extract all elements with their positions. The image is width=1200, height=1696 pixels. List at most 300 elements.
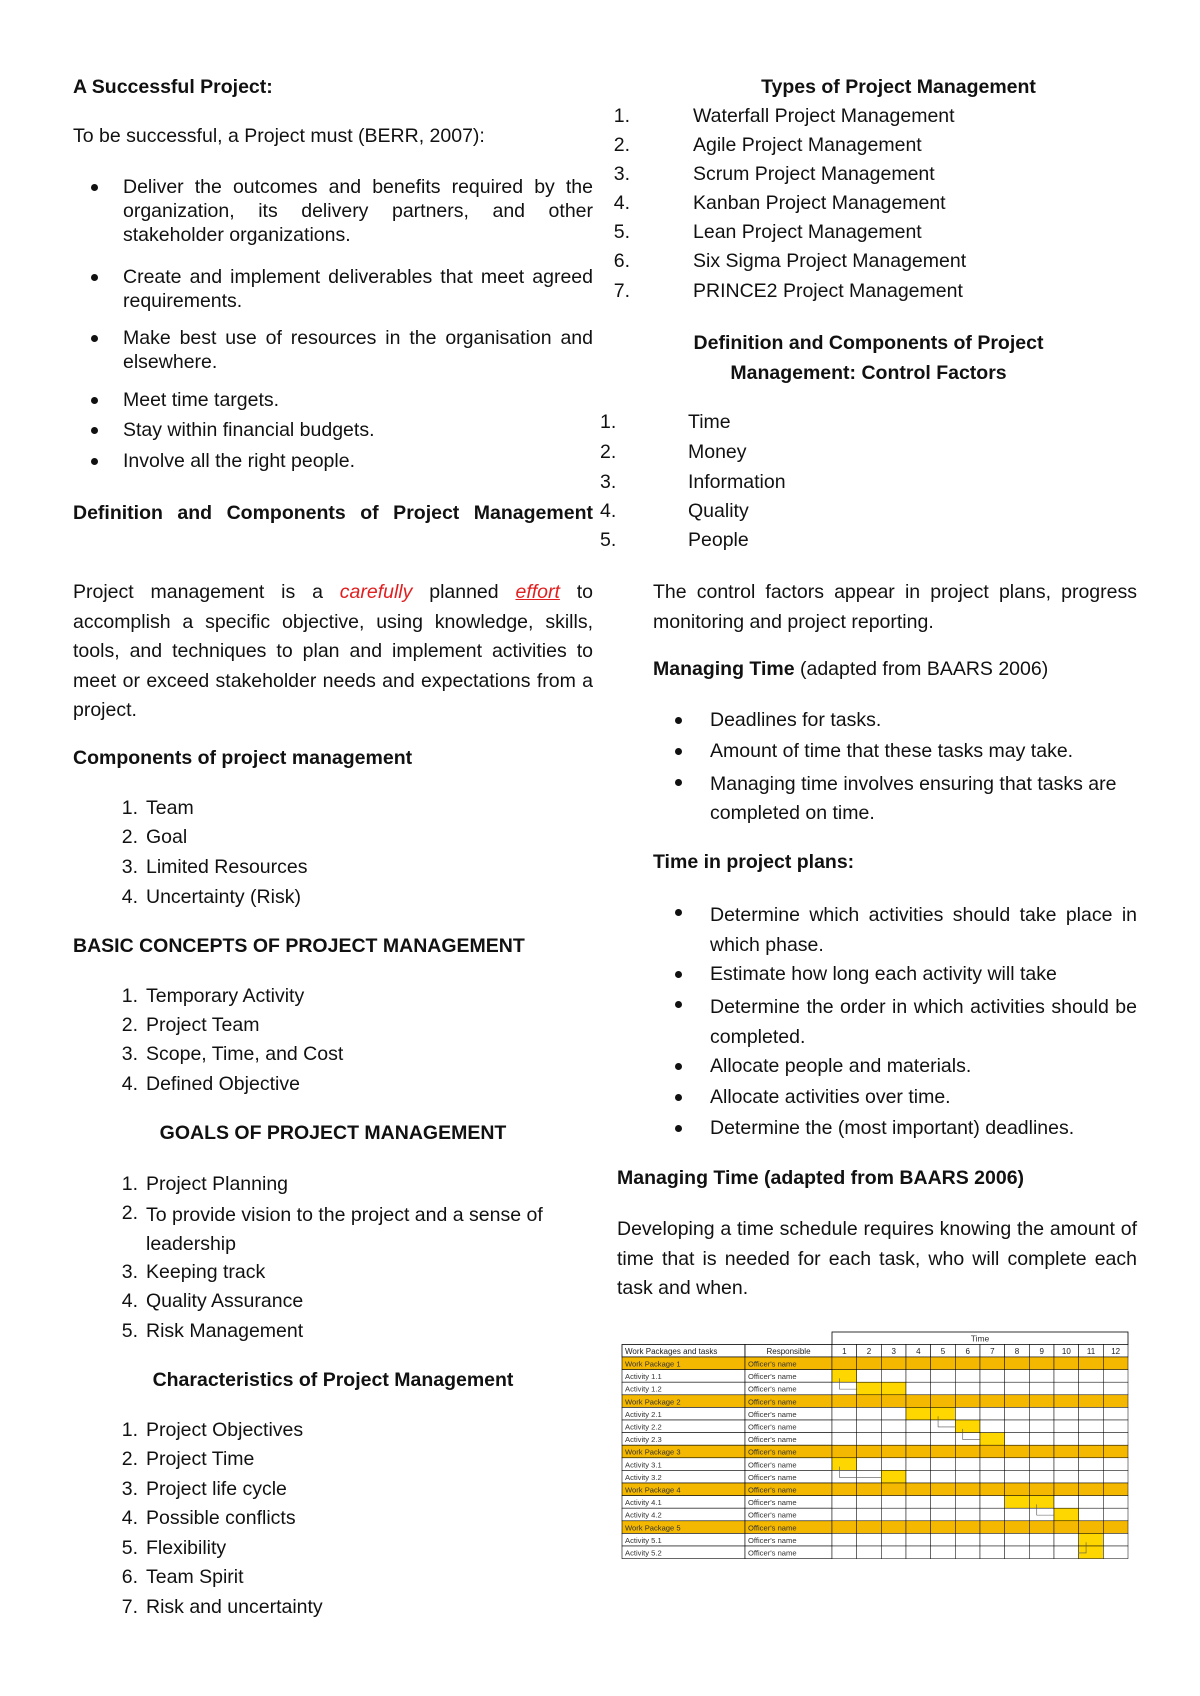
list-item-text: PRINCE2 Project Management <box>693 280 963 302</box>
gantt-cell <box>1079 1533 1104 1546</box>
gantt-cell <box>1054 1382 1079 1395</box>
gantt-cell <box>955 1470 980 1483</box>
gantt-cell <box>832 1533 857 1546</box>
gantt-cell <box>881 1445 906 1458</box>
task-label: Activity 2.2 <box>625 1422 662 1432</box>
gantt-cell <box>857 1546 882 1559</box>
gantt-cell <box>832 1521 857 1534</box>
period-label: 10 <box>1061 1347 1071 1356</box>
gantt-cell <box>1103 1458 1128 1471</box>
list-item-text: Risk and uncertainty <box>146 1596 323 1618</box>
list-item-text: Limited Resources <box>146 856 308 878</box>
task-label: Activity 3.2 <box>625 1472 662 1482</box>
task-label: Activity 5.2 <box>625 1548 662 1558</box>
list-item-text: Defined Objective <box>146 1073 300 1095</box>
list-item-text: Agile Project Management <box>693 134 922 156</box>
gantt-cell <box>1103 1470 1128 1483</box>
time-label: Time <box>970 1333 990 1344</box>
gantt-cell <box>881 1508 906 1521</box>
gantt-cell <box>1005 1357 1030 1370</box>
gantt-cell <box>1079 1470 1104 1483</box>
list-item-text: Keeping track <box>146 1261 266 1283</box>
gantt-cell <box>1054 1546 1079 1559</box>
gantt-cell <box>931 1357 956 1370</box>
gantt-cell <box>881 1496 906 1509</box>
gantt-cell <box>1054 1533 1079 1546</box>
period-label: 11 <box>1086 1347 1096 1356</box>
gantt-cell <box>906 1533 931 1546</box>
list-item: 2. To provide vision to the project and a sense of leadership <box>73 1201 593 1257</box>
gantt-cell <box>906 1546 931 1559</box>
responsible-label: Officer's name <box>748 1510 797 1520</box>
gantt-cell <box>980 1458 1005 1471</box>
task-label: Work Package 3 <box>625 1447 681 1457</box>
gantt-cell <box>1029 1521 1054 1534</box>
list-item-text: Meet time targets. <box>123 389 280 411</box>
gantt-cell <box>980 1483 1005 1496</box>
gantt-cell <box>832 1407 857 1420</box>
list-item-text: Goal <box>146 826 188 848</box>
gantt-cell <box>881 1395 906 1408</box>
gantt-cell <box>1103 1496 1128 1509</box>
gantt-cell <box>955 1533 980 1546</box>
control-heading-line-2: Management: Control Factors <box>730 362 1007 384</box>
gantt-chart <box>620 1330 1130 1570</box>
responsible-label: Officer's name <box>748 1523 797 1533</box>
task-label: Work Package 1 <box>625 1359 681 1369</box>
gantt-cell <box>955 1458 980 1471</box>
gantt-cell <box>1079 1508 1104 1521</box>
gantt-cell <box>955 1395 980 1408</box>
gantt-cell <box>1054 1420 1079 1433</box>
gantt-cell <box>1079 1382 1104 1395</box>
gantt-cell <box>1054 1458 1079 1471</box>
gantt-cell <box>857 1395 882 1408</box>
gantt-cell <box>980 1496 1005 1509</box>
period-label: 3 <box>891 1347 896 1356</box>
time-plans-heading: Time in project plans: <box>653 851 855 873</box>
period-label: 2 <box>866 1347 872 1356</box>
list-item-text: Project Objectives <box>146 1419 304 1441</box>
gantt-cell <box>1103 1546 1128 1559</box>
gantt-cell <box>832 1357 857 1370</box>
gantt-cell <box>1079 1370 1104 1383</box>
gantt-cell <box>980 1420 1005 1433</box>
list-item-text: Allocate activities over time. <box>710 1086 951 1108</box>
list-item-text: Deadlines for tasks. <box>710 709 882 731</box>
gantt-cell <box>1103 1357 1128 1370</box>
gantt-cell <box>1079 1546 1104 1559</box>
gantt-cell <box>931 1496 956 1509</box>
goals-heading: GOALS OF PROJECT MANAGEMENT <box>159 1122 507 1144</box>
gantt-cell <box>1054 1521 1079 1534</box>
gantt-cell <box>906 1357 931 1370</box>
task-label: Activity 3.1 <box>625 1460 662 1470</box>
list-item-text: Project Planning <box>146 1173 289 1195</box>
gantt-cell <box>980 1357 1005 1370</box>
characteristics-heading: Characteristics of Project Management <box>152 1369 514 1391</box>
gantt-cell <box>881 1483 906 1496</box>
list-item-text: Managing time involves ensuring that tasks are completed on time. <box>710 773 1117 824</box>
basic-concepts-heading: BASIC CONCEPTS OF PROJECT MANAGEMENT <box>73 935 525 957</box>
gantt-cell <box>1103 1521 1128 1534</box>
list-item <box>73 326 593 380</box>
responsible-label: Officer's name <box>748 1548 797 1558</box>
list-item-text: Make best use of resources in the organisation and elsewhere. <box>123 327 593 373</box>
list-item-text: Waterfall Project Management <box>693 105 955 127</box>
schedule-paragraph: Developing a time schedule requires knowing the amount of time that is needed for each task, who will complete each task and when. <box>617 1218 1137 1299</box>
gantt-cell <box>1005 1445 1030 1458</box>
gantt-cell <box>1005 1458 1030 1471</box>
gantt-cell <box>906 1382 931 1395</box>
gantt-cell <box>1103 1420 1128 1433</box>
gantt-cell <box>832 1382 857 1395</box>
gantt-cell <box>1054 1508 1079 1521</box>
gantt-cell <box>980 1395 1005 1408</box>
gantt-cell <box>881 1370 906 1383</box>
bullet-icon <box>91 397 98 404</box>
gantt-cell <box>1029 1382 1054 1395</box>
gantt-cell <box>1029 1533 1054 1546</box>
gantt-cell <box>906 1470 931 1483</box>
list-item-text: Information <box>688 471 786 493</box>
gantt-cell <box>931 1420 956 1433</box>
period-label: 9 <box>1039 1347 1044 1356</box>
list-item-text: Scope, Time, and Cost <box>146 1043 344 1065</box>
list-item-text: Amount of time that these tasks may take. <box>710 740 1074 762</box>
gantt-cell <box>980 1445 1005 1458</box>
gantt-cell <box>1005 1470 1030 1483</box>
list-item-text: Scrum Project Management <box>693 163 935 185</box>
gantt-cell <box>857 1382 882 1395</box>
gantt-cell <box>881 1458 906 1471</box>
gantt-cell <box>1079 1433 1104 1446</box>
managing-time-heading-2: Managing Time (adapted from BAARS 2006) <box>617 1167 1025 1189</box>
gantt-cell <box>931 1445 956 1458</box>
gantt-cell <box>931 1370 956 1383</box>
task-label: Activity 2.1 <box>625 1409 662 1419</box>
gantt-cell <box>881 1433 906 1446</box>
list-item-text: Project Time <box>146 1448 255 1470</box>
list-item-text: Kanban Project Management <box>693 192 946 214</box>
gantt-cell <box>906 1508 931 1521</box>
gantt-cell <box>1103 1433 1128 1446</box>
gantt-cell <box>931 1483 956 1496</box>
gantt-cell <box>955 1382 980 1395</box>
gantt-cell <box>1029 1508 1054 1521</box>
gantt-cell <box>1054 1433 1079 1446</box>
gantt-cell <box>1079 1521 1104 1534</box>
gantt-cell <box>1054 1470 1079 1483</box>
gantt-cell <box>857 1496 882 1509</box>
gantt-cell <box>857 1458 882 1471</box>
period-label: 6 <box>965 1347 970 1356</box>
gantt-cell <box>832 1395 857 1408</box>
gantt-cell <box>1054 1357 1079 1370</box>
gantt-cell <box>1103 1445 1128 1458</box>
gantt-cell <box>1005 1433 1030 1446</box>
gantt-cell <box>955 1546 980 1559</box>
gantt-cell <box>1005 1496 1030 1509</box>
responsible-label: Officer's name <box>748 1447 797 1457</box>
gantt-cell <box>881 1546 906 1559</box>
gantt-cell <box>955 1357 980 1370</box>
gantt-cell <box>931 1382 956 1395</box>
gantt-cell <box>955 1445 980 1458</box>
gantt-cell <box>955 1420 980 1433</box>
gantt-cell <box>1005 1546 1030 1559</box>
gantt-cell <box>980 1533 1005 1546</box>
gantt-cell <box>980 1407 1005 1420</box>
list-item-text: Team Spirit <box>146 1566 244 1588</box>
gantt-cell <box>1029 1433 1054 1446</box>
bullet-icon <box>91 184 98 191</box>
responsible-label: Officer's name <box>748 1384 797 1394</box>
list-item-text: People <box>688 529 749 551</box>
gantt-cell <box>1005 1370 1030 1383</box>
gantt-cell <box>857 1470 882 1483</box>
gantt-cell <box>1079 1395 1104 1408</box>
gantt-cell <box>832 1546 857 1559</box>
gantt-cell <box>1005 1533 1030 1546</box>
gantt-cell <box>931 1546 956 1559</box>
gantt-cell <box>881 1407 906 1420</box>
types-heading: Types of Project Management <box>761 76 1036 98</box>
gantt-cell <box>1103 1483 1128 1496</box>
gantt-cell <box>955 1370 980 1383</box>
managing-time-bold: Managing Time <box>653 658 795 680</box>
gantt-cell <box>1005 1395 1030 1408</box>
period-label: 12 <box>1111 1347 1121 1356</box>
gantt-cell <box>906 1445 931 1458</box>
gantt-cell <box>955 1483 980 1496</box>
gantt-cell <box>955 1521 980 1534</box>
list-item-text: Stay within financial budgets. <box>123 419 375 441</box>
gantt-cell <box>931 1521 956 1534</box>
gantt-cell <box>906 1395 931 1408</box>
list-item-text: Estimate how long each activity will take <box>710 963 1057 985</box>
gantt-cell <box>1005 1407 1030 1420</box>
gantt-cell <box>1029 1357 1054 1370</box>
task-label: Work Package 5 <box>625 1523 681 1533</box>
gantt-cell <box>1103 1407 1128 1420</box>
gantt-cell <box>1029 1445 1054 1458</box>
successful-heading: A Successful Project: <box>73 76 273 98</box>
gantt-cell <box>955 1433 980 1446</box>
gantt-cell <box>857 1433 882 1446</box>
gantt-cell <box>906 1496 931 1509</box>
responsible-label: Officer's name <box>748 1359 797 1369</box>
gantt-cell <box>1029 1458 1054 1471</box>
control-heading-line-1: Definition and Components of Project <box>693 332 1044 354</box>
task-label: Activity 4.1 <box>625 1498 662 1508</box>
gantt-cell <box>832 1458 857 1471</box>
gantt-cell <box>1054 1370 1079 1383</box>
gantt-cell <box>1079 1496 1104 1509</box>
gantt-cell <box>832 1508 857 1521</box>
definition-text-part: Project management is a <box>73 581 340 603</box>
definition-heading: Definition and Components of Project Management <box>73 502 593 524</box>
list-item-text: Risk Management <box>146 1320 304 1342</box>
list-item-text: Uncertainty (Risk) <box>146 886 301 908</box>
responsible-label: Officer's name <box>748 1372 797 1382</box>
bullet-icon <box>91 458 98 465</box>
gantt-cell <box>980 1382 1005 1395</box>
gantt-cell <box>1079 1445 1104 1458</box>
responsible-label: Officer's name <box>748 1485 797 1495</box>
column-header-responsible: Responsible <box>766 1347 811 1356</box>
list-item-text: Possible conflicts <box>146 1507 296 1529</box>
gantt-cell <box>931 1533 956 1546</box>
gantt-cell <box>1029 1470 1054 1483</box>
gantt-cell <box>857 1533 882 1546</box>
bullet-icon <box>91 274 98 281</box>
task-label: Activity 5.1 <box>625 1535 662 1545</box>
gantt-cell <box>1054 1407 1079 1420</box>
list-item-text: Determine the order in which activities should be completed. <box>710 996 1137 1048</box>
gantt-cell <box>832 1483 857 1496</box>
managing-time-rest: (adapted from BAARS 2006) <box>794 658 1049 680</box>
gantt-cell <box>1103 1533 1128 1546</box>
list-item <box>73 265 593 319</box>
gantt-cell <box>931 1470 956 1483</box>
gantt-cell <box>832 1445 857 1458</box>
gantt-cell <box>1029 1496 1054 1509</box>
responsible-label: Officer's name <box>748 1472 797 1482</box>
gantt-cell <box>980 1508 1005 1521</box>
list-item-text: Money <box>688 441 747 463</box>
period-label: 1 <box>842 1347 847 1356</box>
responsible-label: Officer's name <box>748 1435 797 1445</box>
emphasis-carefully: carefully <box>339 581 413 603</box>
list-item-text: Time <box>688 411 731 433</box>
list-item-text: Quality Assurance <box>146 1290 304 1312</box>
list-item-text: Lean Project Management <box>693 221 922 243</box>
gantt-cell <box>1029 1370 1054 1383</box>
task-label: Activity 1.1 <box>625 1372 662 1382</box>
list-item-text: To provide vision to the project and a sense of leadership <box>146 1204 543 1255</box>
gantt-cell <box>1029 1407 1054 1420</box>
period-label: 8 <box>1014 1347 1020 1356</box>
definition-text-part: planned <box>412 581 516 603</box>
gantt-cell <box>1103 1508 1128 1521</box>
responsible-label: Officer's name <box>748 1409 797 1419</box>
gantt-cell <box>1079 1407 1104 1420</box>
list-item-text: Quality <box>688 500 749 522</box>
gantt-cell <box>906 1458 931 1471</box>
gantt-cell <box>1029 1546 1054 1559</box>
gantt-cell <box>955 1407 980 1420</box>
gantt-cell <box>857 1407 882 1420</box>
gantt-cell <box>1079 1458 1104 1471</box>
gantt-cell <box>1005 1420 1030 1433</box>
gantt-cell <box>1005 1521 1030 1534</box>
definition-paragraph <box>73 578 593 726</box>
gantt-cell <box>857 1420 882 1433</box>
gantt-cell <box>1054 1496 1079 1509</box>
list-item <box>653 992 1137 1048</box>
gantt-cell <box>1029 1395 1054 1408</box>
gantt-cell <box>906 1420 931 1433</box>
gantt-cell <box>1054 1483 1079 1496</box>
task-label: Work Package 4 <box>625 1485 681 1495</box>
gantt-cell <box>881 1521 906 1534</box>
gantt-cell <box>857 1357 882 1370</box>
gantt-cell <box>1005 1483 1030 1496</box>
gantt-cell <box>980 1546 1005 1559</box>
gantt-cell <box>857 1521 882 1534</box>
gantt-cell <box>931 1395 956 1408</box>
gantt-cell <box>906 1433 931 1446</box>
control-factors-paragraph: The control factors appear in project plans, progress monitoring and project reporting. <box>653 581 1137 633</box>
gantt-cell <box>881 1420 906 1433</box>
list-item-text: Deliver the outcomes and benefits required by the organization, its delivery partners, and other stakeholder organizations. <box>123 176 593 246</box>
list-item <box>653 900 1137 956</box>
period-label: 7 <box>990 1347 995 1356</box>
gantt-cell <box>1103 1370 1128 1383</box>
gantt-cell <box>1103 1395 1128 1408</box>
task-label: Activity 4.2 <box>625 1510 662 1520</box>
gantt-cell <box>906 1370 931 1383</box>
gantt-cell <box>980 1370 1005 1383</box>
list-item-text: Create and implement deliverables that meet agreed requirements. <box>123 266 593 312</box>
column-header-tasks: Work Packages and tasks <box>625 1347 718 1356</box>
list-item-text: Allocate people and materials. <box>710 1055 972 1077</box>
gantt-cell <box>980 1433 1005 1446</box>
gantt-cell <box>832 1470 857 1483</box>
gantt-cell <box>881 1533 906 1546</box>
gantt-cell <box>955 1508 980 1521</box>
gantt-cell <box>881 1382 906 1395</box>
responsible-label: Officer's name <box>748 1535 797 1545</box>
task-label: Work Package 2 <box>625 1397 681 1407</box>
list-item <box>73 175 593 255</box>
list-item-text: Six Sigma Project Management <box>693 250 967 272</box>
responsible-label: Officer's name <box>748 1397 797 1407</box>
emphasis-effort: effort <box>515 581 560 603</box>
list-item-text: Involve all the right people. <box>123 450 355 472</box>
gantt-cell <box>832 1370 857 1383</box>
gantt-cell <box>931 1458 956 1471</box>
gantt-cell <box>881 1470 906 1483</box>
bullet-icon <box>91 427 98 434</box>
list-item-text: Determine which activities should take place in which phase. <box>710 904 1137 956</box>
gantt-cell <box>857 1483 882 1496</box>
managing-time-heading <box>653 657 1137 681</box>
list-item <box>653 770 1137 826</box>
period-label: 4 <box>916 1347 921 1356</box>
gantt-cell <box>1054 1395 1079 1408</box>
gantt-cell <box>980 1521 1005 1534</box>
task-label: Activity 1.2 <box>625 1384 662 1394</box>
task-label: Activity 2.3 <box>625 1435 662 1445</box>
responsible-label: Officer's name <box>748 1422 797 1432</box>
gantt-cell <box>1005 1382 1030 1395</box>
gantt-cell <box>857 1508 882 1521</box>
responsible-label: Officer's name <box>748 1460 797 1470</box>
gantt-cell <box>881 1357 906 1370</box>
gantt-cell <box>906 1407 931 1420</box>
gantt-cell <box>1029 1483 1054 1496</box>
gantt-cell <box>832 1496 857 1509</box>
period-label: 5 <box>940 1347 946 1356</box>
list-item-text: Project life cycle <box>146 1478 287 1500</box>
gantt-cell <box>1005 1508 1030 1521</box>
list-item-text: Project Team <box>146 1014 260 1036</box>
bullet-icon <box>91 335 98 342</box>
gantt-cell <box>857 1445 882 1458</box>
successful-intro: To be successful, a Project must (BERR, 2007): <box>73 125 485 147</box>
